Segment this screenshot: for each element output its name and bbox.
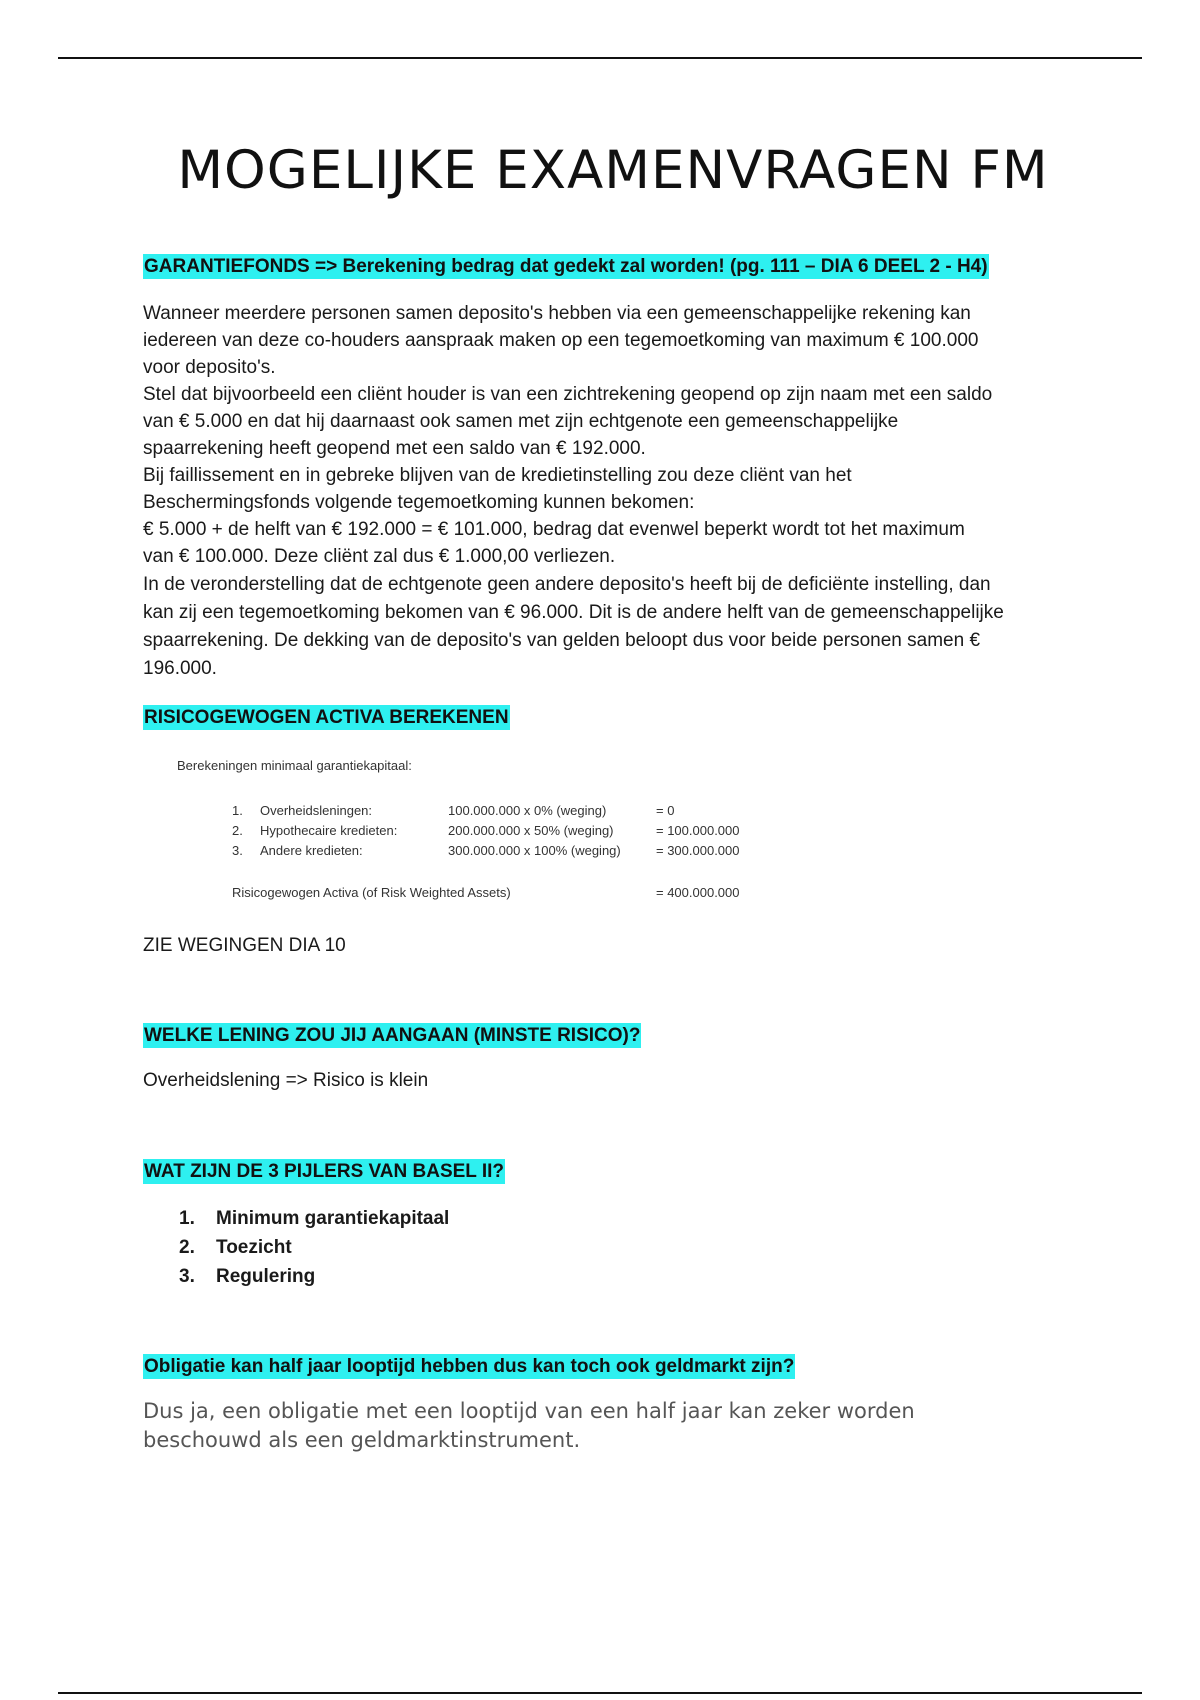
list-item: 2. Toezicht [179, 1237, 292, 1258]
calc-num: 1. [232, 803, 243, 818]
text-line: Beschermingsfonds volgende tegemoetkoming kunnen bekomen: [143, 492, 695, 513]
calc-formula: 100.000.000 x 0% (weging) [448, 803, 607, 818]
calc-num: 3. [232, 843, 243, 858]
text-line: beschouwd als een geldmarktinstrument. [143, 1428, 581, 1452]
calc-result: = 100.000.000 [656, 823, 740, 838]
garantiefonds-text [143, 300, 1004, 682]
calc-formula: 200.000.000 x 50% (weging) [448, 823, 614, 838]
text-line: Bij faillissement en in gebreke blijven van de kredietinstelling zou deze cliënt van het [143, 465, 852, 486]
text-line: spaarrekening. De dekking van de deposito's van gelden beloopt dus voor beide personen samen € [143, 630, 981, 651]
calc-label: Overheidsleningen: [260, 803, 373, 818]
text-line: 196.000. [143, 658, 217, 679]
text-line: In de veronderstelling dat de echtgenote geen andere deposito's heeft bij de deficiënte instelling, dan [143, 574, 991, 595]
text-line: Wanneer meerdere personen samen deposito's hebben via een gemeenschappelijke rekening kan [143, 303, 971, 324]
calc-title: Berekeningen minimaal garantiekapitaal: [177, 758, 412, 773]
text-line: kan zij een tegemoetkoming bekomen van € 96.000. Dit is de andere helft van de gemeenschappelijke [143, 602, 1004, 623]
text-line: van € 100.000. Deze cliënt zal dus € 1.000,00 verliezen. [143, 546, 616, 567]
list-item: 3. Regulering [179, 1266, 316, 1287]
list-item: 1. Minimum garantiekapitaal [179, 1208, 450, 1229]
heading-lening: WELKE LENING ZOU JIJ AANGAAN (MINSTE RISICO)? [144, 1025, 641, 1046]
page-title: MOGELIJKE EXAMENVRAGEN FM [177, 140, 1049, 201]
calc-num: 2. [232, 823, 243, 838]
heading-basel: WAT ZIJN DE 3 PIJLERS VAN BASEL II? [144, 1161, 504, 1182]
text-line: Dus ja, een obligatie met een looptijd van een half jaar kan zeker worden [143, 1399, 915, 1423]
calc-total-result: = 400.000.000 [656, 885, 740, 900]
text-line: spaarrekening heeft geopend met een saldo van € 192.000. [143, 438, 646, 459]
heading-risicogewogen: RISICOGEWOGEN ACTIVA BEREKENEN [144, 707, 509, 728]
heading-obligatie: Obligatie kan half jaar looptijd hebben dus kan toch ook geldmarkt zijn? [144, 1356, 795, 1377]
calc-result: = 0 [656, 803, 675, 818]
calc-label: Hypothecaire kredieten: [260, 823, 398, 838]
text-line: Stel dat bijvoorbeeld een cliënt houder is van een zichtrekening geopend op zijn naam met een saldo [143, 384, 993, 405]
calc-formula: 300.000.000 x 100% (weging) [448, 843, 621, 858]
text-line: voor deposito's. [143, 357, 276, 378]
calc-result: = 300.000.000 [656, 843, 740, 858]
heading-garantiefonds: GARANTIEFONDS => Berekening bedrag dat gedekt zal worden! (pg. 111 – DIA 6 DEEL 2 - H4) [144, 256, 988, 277]
calc-total-label: Risicogewogen Activa (of Risk Weighted Assets) [232, 885, 511, 900]
top-rule [58, 57, 1142, 59]
note-wegingen: ZIE WEGINGEN DIA 10 [143, 935, 346, 956]
calc-label: Andere kredieten: [260, 843, 363, 858]
answer-obligatie [143, 1397, 915, 1455]
text-line: iedereen van deze co-houders aanspraak maken op een tegemoetkoming van maximum € 100.000 [143, 330, 979, 351]
text-line: van € 5.000 en dat hij daarnaast ook samen met zijn echtgenote een gemeenschappelijke [143, 411, 899, 432]
text-line: € 5.000 + de helft van € 192.000 = € 101.000, bedrag dat evenwel beperkt wordt tot het maximum [143, 519, 965, 540]
answer-lening: Overheidslening => Risico is klein [143, 1070, 429, 1091]
basel-list [179, 1204, 449, 1291]
bottom-rule [58, 1692, 1142, 1694]
